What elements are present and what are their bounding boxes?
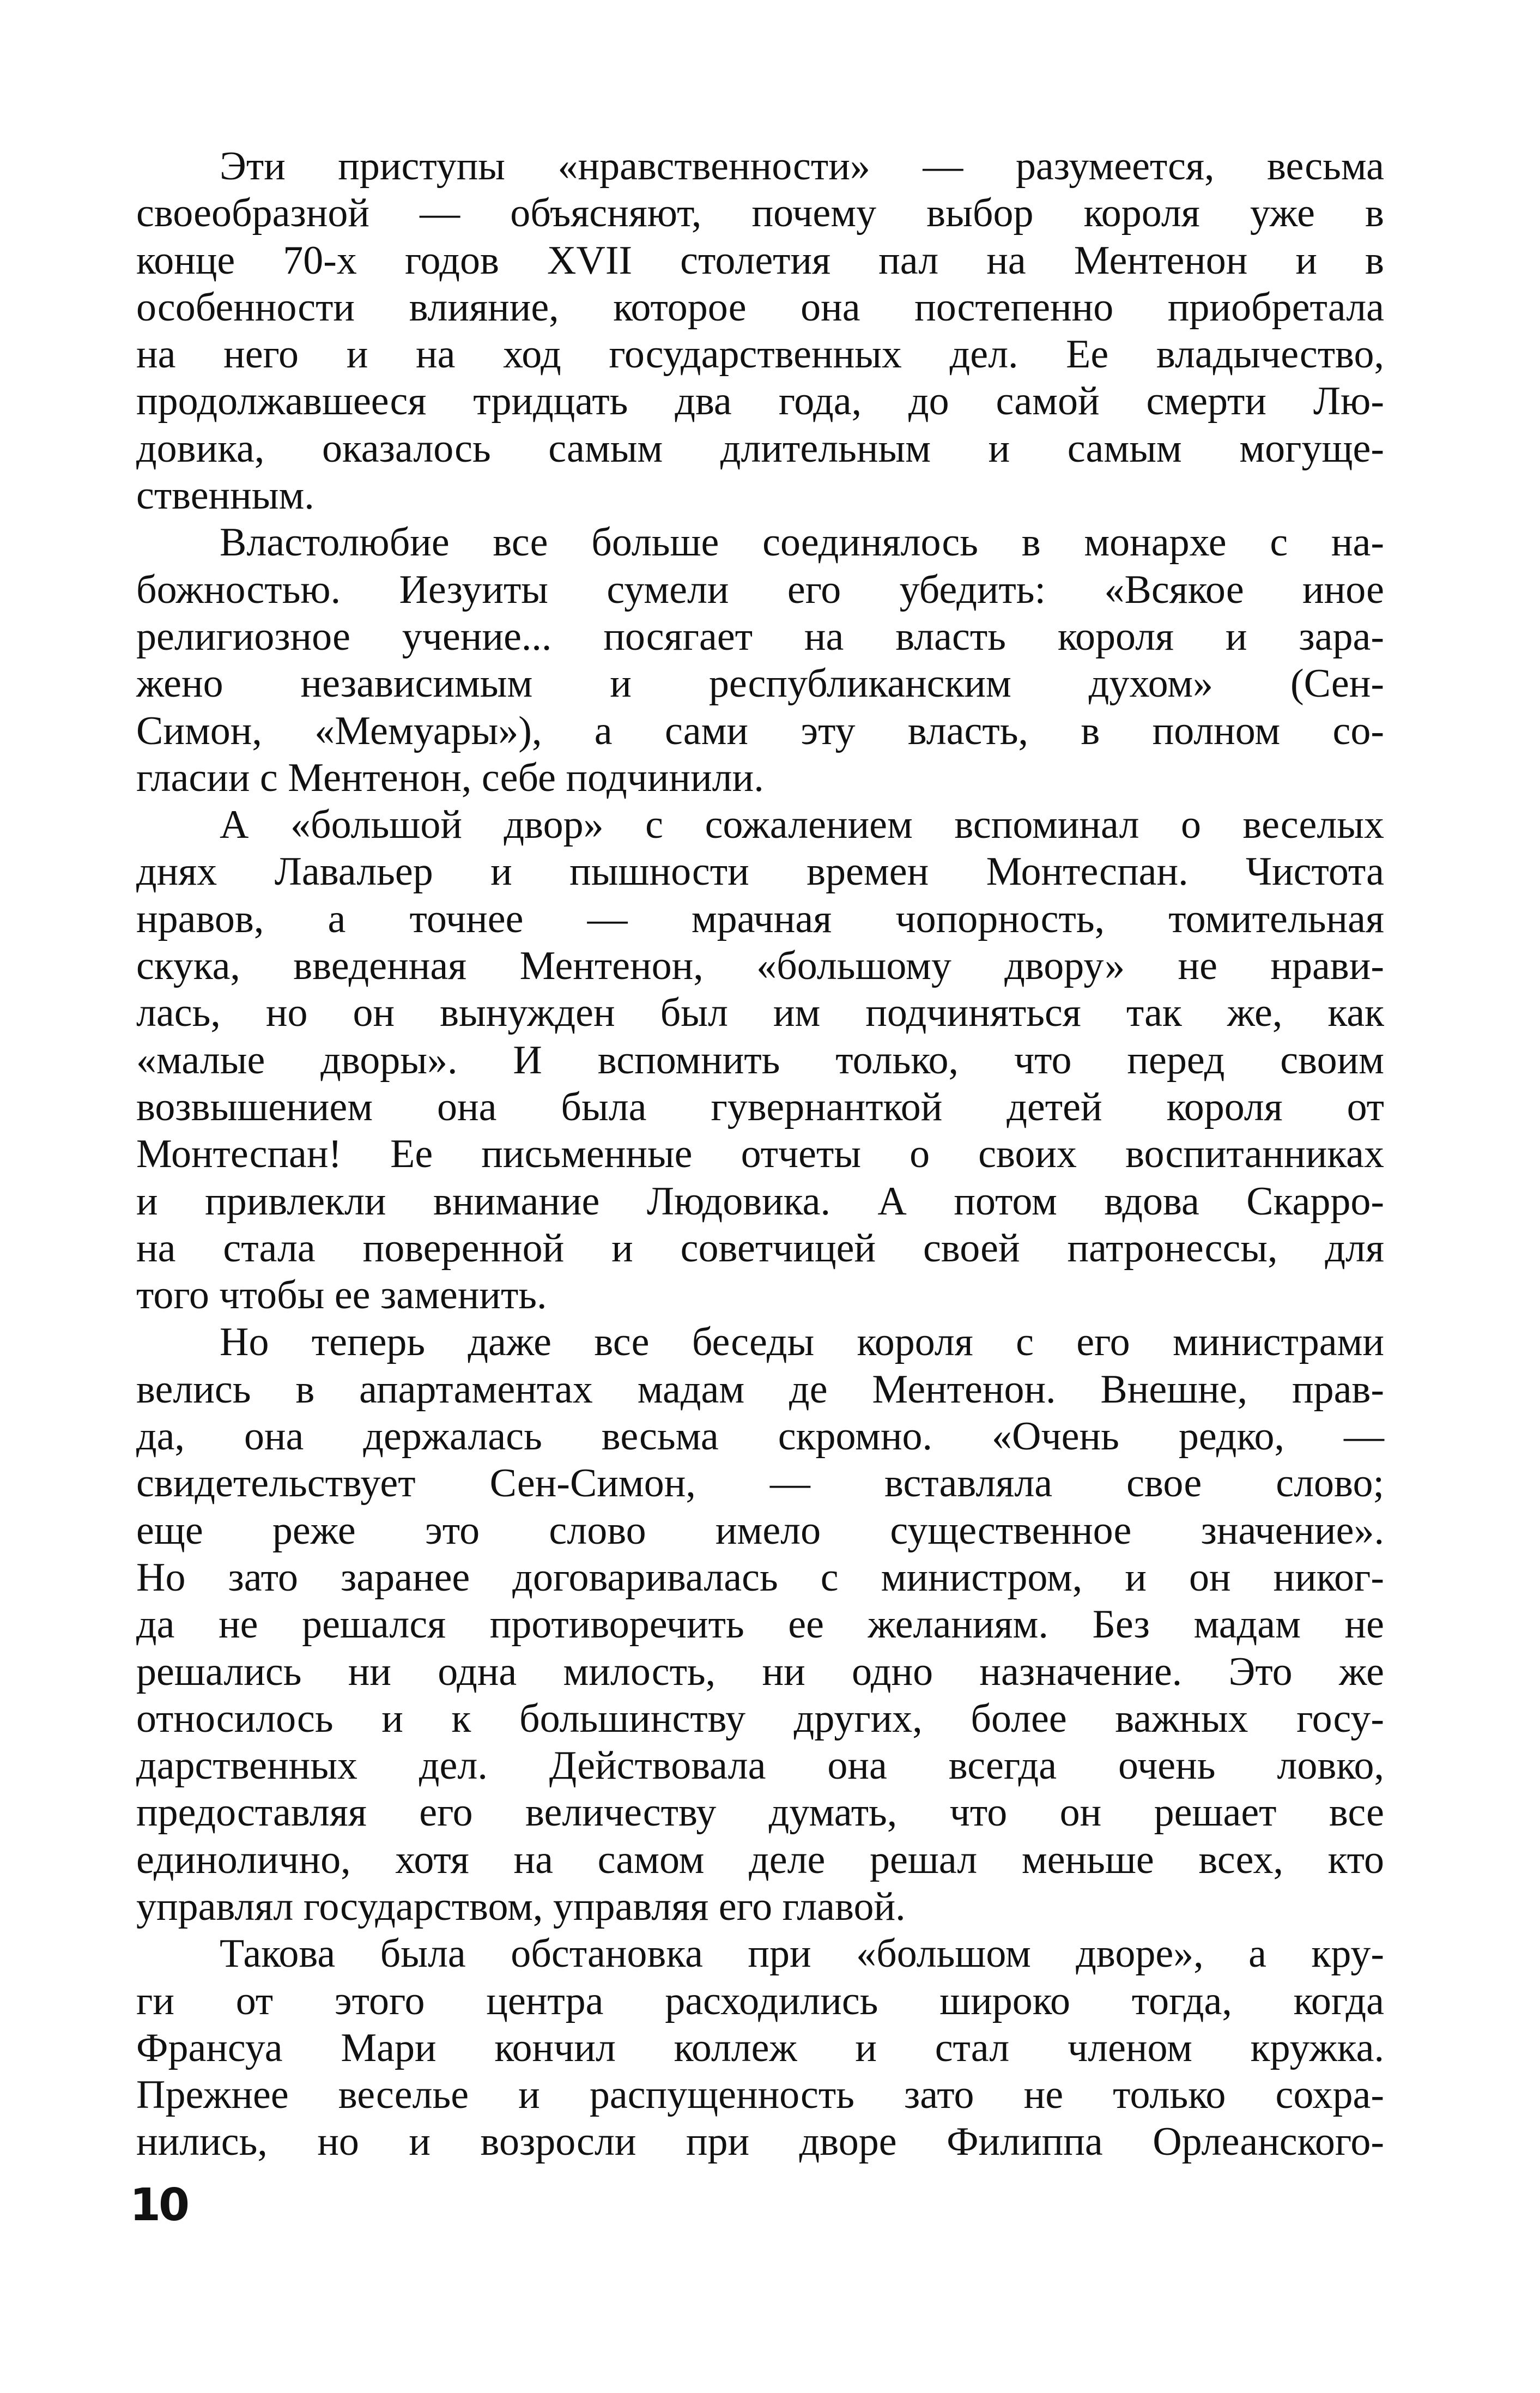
text-line: Эти приступы «нравственности» — разумеется, весьма (220, 144, 1384, 189)
text-line: еще реже это слово имело существенное значение». (136, 1508, 1384, 1553)
text-line: ги от этого центра расходились широко тогда, когда (136, 1978, 1384, 2023)
text-line: Монтеспан! Ее письменные отчеты о своих воспитанниках (136, 1132, 1384, 1177)
text-line: религиозное учение... посягает на власть короля и зара- (136, 614, 1384, 659)
text-line: Прежнее веселье и распущенность зато не только сохра- (136, 2072, 1384, 2118)
text-line: свидетельствует Сен-Симон, — вставляла свое слово; (136, 1461, 1384, 1506)
text-line: ственным. (136, 473, 314, 518)
text-line: решались ни одна милость, ни одно назначение. Это же (136, 1649, 1384, 1694)
text-line: особенности влияние, которое она постепенно приобретала (136, 285, 1384, 330)
text-line: предоставляя его величеству думать, что он решает все (136, 1790, 1384, 1835)
paragraph-5 (136, 1930, 1384, 2165)
text-line: гласии с Ментенон, себе подчинили. (136, 755, 764, 800)
text-line: да, она держалась весьма скромно. «Очень редко, — (136, 1414, 1384, 1459)
body-text (136, 143, 1384, 2166)
text-line: того чтобы ее заменить. (136, 1273, 547, 1318)
text-line: Но теперь даже все беседы короля с его министрами (220, 1320, 1384, 1365)
text-line: на него и на ход государственных дел. Ее владычество, (136, 332, 1384, 377)
text-line: божностью. Иезуиты сумели его убедить: «Всякое иное (136, 567, 1384, 612)
text-line: дарственных дел. Действовала она всегда очень ловко, (136, 1743, 1384, 1788)
text-line: велись в апартаментах мадам де Ментенон. Внешне, прав- (136, 1367, 1384, 1412)
text-line: Франсуа Мари кончил коллеж и стал членом кружка. (136, 2025, 1384, 2070)
text-line: Симон, «Мемуары»), а сами эту власть, в полном со- (136, 708, 1384, 753)
paragraph-2 (136, 519, 1384, 801)
text-line: единолично, хотя на самом деле решал меньше всех, кто (136, 1837, 1384, 1882)
text-line: Но зато заранее договаривалась с министром, и он никог- (136, 1555, 1384, 1600)
text-line: и привлекли внимание Людовика. А потом вдова Скарро- (136, 1179, 1384, 1224)
text-line: продолжавшееся тридцать два года, до самой смерти Лю- (136, 379, 1384, 424)
text-line: довика, оказалось самым длительным и самым могуще- (136, 426, 1384, 471)
text-line: конце 70-х годов XVII столетия пал на Ментенон и в (136, 238, 1384, 283)
text-line: управлял государством, управляя его главой. (136, 1884, 906, 1929)
paragraph-1 (136, 143, 1384, 519)
text-line: А «большой двор» с сожалением вспоминал о веселых (220, 802, 1384, 848)
paragraph-4 (136, 1319, 1384, 1930)
text-line: своеобразной — объясняют, почему выбор короля уже в (136, 191, 1384, 236)
text-line: лась, но он вынужден был им подчиняться так же, как (136, 990, 1384, 1036)
text-line: «малые дворы». И вспомнить только, что перед своим (136, 1037, 1384, 1083)
text-line: да не решался противоречить ее желаниям. Без мадам не (136, 1602, 1384, 1647)
text-line: Такова была обстановка при «большом дворе», а кру- (220, 1931, 1384, 1977)
text-line: Властолюбие все больше соединялось в монархе с на- (220, 520, 1384, 565)
text-line: нравов, а точнее — мрачная чопорность, томительная (136, 896, 1384, 941)
text-line: скука, введенная Ментенон, «большому двору» не нрави- (136, 944, 1384, 989)
page-number: 10 (130, 2179, 188, 2231)
text-line: относилось и к большинству других, более важных госу- (136, 1696, 1384, 1741)
text-line: днях Лавальер и пышности времен Монтеспан. Чистота (136, 849, 1384, 895)
text-line: на стала поверенной и советчицей своей патронессы, для (136, 1225, 1384, 1271)
text-line: возвышением она была гувернанткой детей короля от (136, 1084, 1384, 1129)
paragraph-3 (136, 801, 1384, 1319)
text-line: нились, но и возросли при дворе Филиппа Орлеанского- (136, 2119, 1384, 2165)
text-line: жено независимым и республиканским духом» (Сен- (136, 661, 1384, 706)
